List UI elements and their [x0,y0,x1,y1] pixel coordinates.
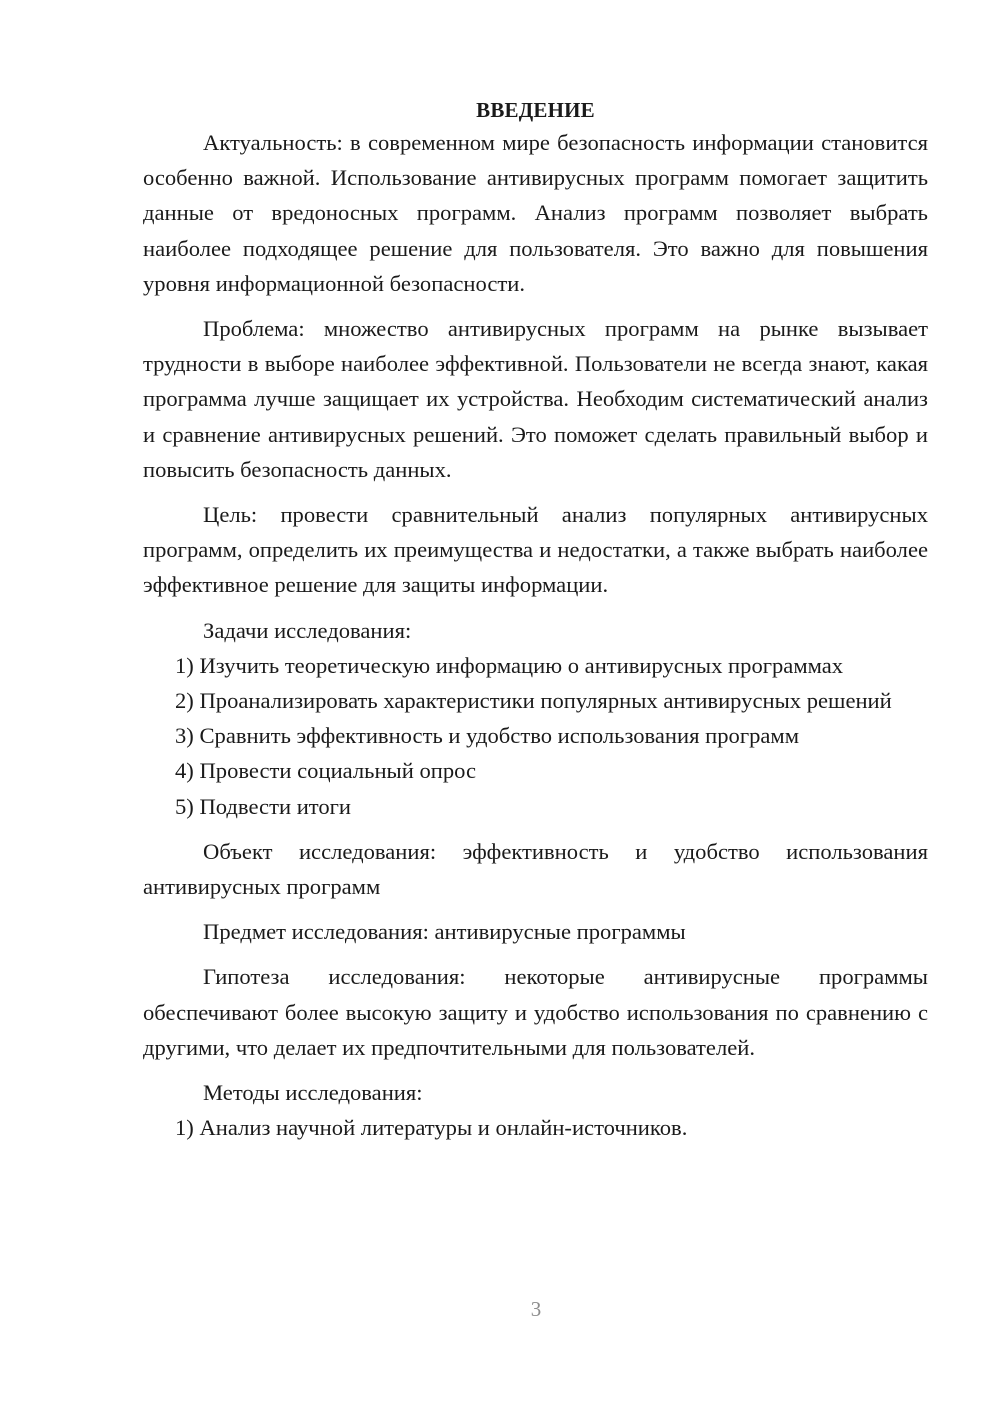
page-content [143,96,928,1145]
page-title: ВВЕДЕНИЕ [476,98,595,122]
task-item-2: 2) Проанализировать характеристики популярных антивирусных решений [175,688,892,714]
relevance-paragraph: Актуальность: в современном мире безопасность информации становится особенно важной. Использование антивирусных программ помогает защитить данные от вредоносных программ. Анализ программ позволяет выбрать наиболее подходящее решение для пользователя. Это важно для повышения уровня информационной безопасности. [143,130,928,296]
task-item-3: 3) Сравнить эффективность и удобство использования программ [175,723,800,749]
object-paragraph: Объект исследования: эффективность и удобство использования антивирусных программ [143,838,928,900]
method-item-1: 1) Анализ научной литературы и онлайн-источников. [175,1115,688,1141]
methods-heading: Методы исследования: [203,1080,423,1106]
task-item-1: 1) Изучить теоретическую информацию о антивирусных программах [175,652,844,678]
problem-paragraph: Проблема: множество антивирусных программ на рынке вызывает трудности в выборе наиболее эффективной. Пользователи не всегда знают, какая программа лучше защищает их устройства. Необходим систематический анализ и сравнение антивирусных решений. Это поможет сделать правильный выбор и повысить безопасность данных. [143,316,928,482]
tasks-heading: Задачи исследования: [203,617,412,643]
goal-paragraph: Цель: провести сравнительный анализ популярных антивирусных программ, определить их преимущества и недостатки, а также выбрать наиболее эффективное решение для защиты информации. [143,502,928,598]
task-item-4: 4) Провести социальный опрос [175,758,477,784]
hypothesis-paragraph: Гипотеза исследования: некоторые антивирусные программы обеспечивают более высокую защиту и удобство использования по сравнению с другими, что делает их предпочтительными для пользователей. [143,964,928,1060]
page-number: 3 [530,1297,542,1321]
task-item-5: 5) Подвести итоги [175,793,352,819]
subject-paragraph: Предмет исследования: антивирусные программы [203,919,686,945]
